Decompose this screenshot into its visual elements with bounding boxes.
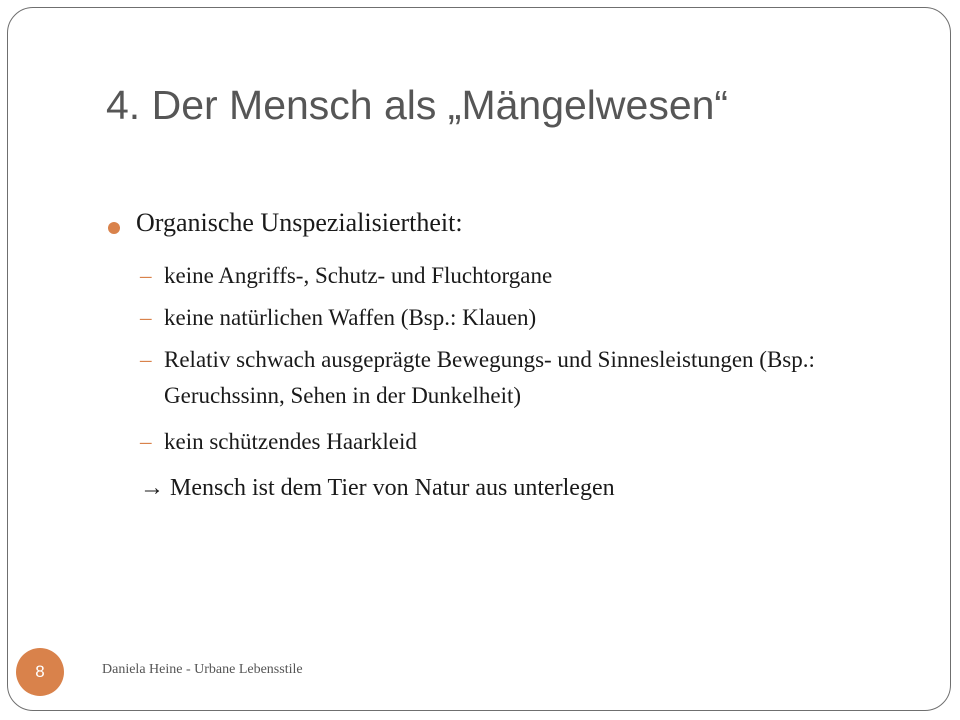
page-number-badge: 8 bbox=[16, 648, 64, 696]
conclusion-line bbox=[140, 470, 615, 506]
sub-item bbox=[140, 300, 760, 336]
right-arrow-icon: → bbox=[140, 475, 164, 501]
dash-icon: – bbox=[140, 429, 152, 454]
bullet-dot-icon bbox=[108, 222, 120, 234]
sub-item-label: keine natürlichen Waffen (Bsp.: Klauen) bbox=[164, 305, 537, 330]
footer-text: Daniela Heine - Urbane Lebensstile bbox=[102, 662, 303, 677]
slide-title: 4. Der Mensch als „Mängelwesen“ bbox=[106, 82, 729, 128]
sub-item-label: keine Angriffs-, Schutz- und Fluchtorgane bbox=[164, 263, 553, 288]
sub-item-label: Relativ schwach ausgeprägte Bewegungs- und Sinnesleistungen (Bsp.: Geruchssinn, Sehen in der Dunkelheit) bbox=[164, 347, 815, 408]
sub-item-label: kein schützendes Haarkleid bbox=[164, 429, 417, 454]
sub-item bbox=[140, 258, 760, 294]
sub-item bbox=[140, 342, 880, 414]
dash-icon: – bbox=[140, 347, 152, 372]
main-bullet-label: Organische Unspezialisiertheit: bbox=[136, 208, 463, 237]
dash-icon: – bbox=[140, 263, 152, 288]
dash-icon: – bbox=[140, 305, 152, 330]
conclusion-text: Mensch ist dem Tier von Natur aus unterlegen bbox=[170, 475, 615, 501]
sub-item bbox=[140, 424, 760, 460]
